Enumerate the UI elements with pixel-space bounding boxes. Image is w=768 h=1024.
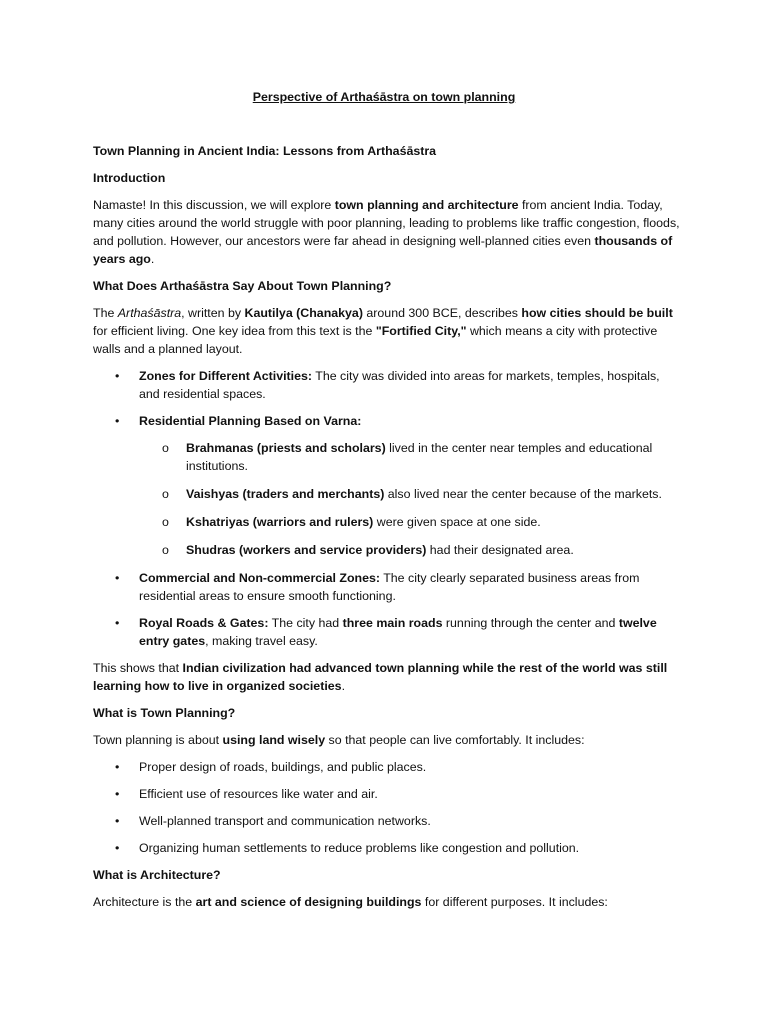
conclusion-paragraph: This shows that Indian civilization had advanced town planning while the rest of the world was still learning how to live in organized societies. [93,661,668,693]
town-planning-paragraph: Town planning is about using land wisely so that people can live comfortably. It includes: [93,733,585,747]
intro-paragraph: Namaste! In this discussion, we will explore town planning and architecture from ancient India. Today, many cities around the world struggle with poor planning, leading to problems like traffic congestion, floods, and pollution. However, our ancestors were far ahead in designing well-planned cities even thousands of years ago. [93,198,680,266]
document-title: Perspective of Arthaśāstra on town planning [252,90,516,104]
architecture-paragraph: Architecture is the art and science of designing buildings for different purposes. It includes: [93,895,608,909]
sub-list-item: o Shudras (workers and service providers) had their designated area. [186,541,683,559]
list-item-roads: • Royal Roads & Gates: The city had three main roads running through the center and twelve entry gates, making travel easy. [139,614,683,650]
heading-main: Town Planning in Ancient India: Lessons from Arthaśāstra [93,144,437,158]
town-planning-list [93,758,683,857]
document-body [93,142,683,920]
list-item: • Organizing human settlements to reduce problems like congestion and pollution. [139,839,683,857]
heading-arthashastra: What Does Arthaśāstra Say About Town Planning? [93,279,392,293]
arthashastra-paragraph: The Arthaśāstra, written by Kautilya (Chanakya) around 300 BCE, describes how cities should be built for efficient living. One key idea from this text is the "Fortified City," which means a city with protective walls and a planned layout. [93,306,673,356]
sub-list-item: o Vaishyas (traders and merchants) also lived near the center because of the markets. [186,485,683,503]
arthashastra-bullet-list [93,367,683,650]
list-item-varna: • Residential Planning Based on Varna: o Brahmanas (priests and scholars) lived in the center near temples and educational institutions. o Vaishyas (traders and merchants) also lived near the center because of the markets. o Kshatriyas (warriors and rulers) were given space at one side. o Shudras (workers and service providers) had their designated area. [139,412,683,559]
sub-list-item: o Brahmanas (priests and scholars) lived in the center near temples and educational institutions. [186,439,683,475]
sub-list-item: o Kshatriyas (warriors and rulers) were given space at one side. [186,513,683,531]
list-item-zones: • Zones for Different Activities: The city was divided into areas for markets, temples, hospitals, and residential spaces. [139,367,683,403]
heading-architecture: What is Architecture? [93,868,221,882]
list-item-commercial: • Commercial and Non-commercial Zones: The city clearly separated business areas from residential areas to ensure smooth functioning. [139,569,683,605]
heading-introduction: Introduction [93,171,166,185]
heading-town-planning: What is Town Planning? [93,706,236,720]
varna-sub-list [139,439,683,559]
list-item: • Efficient use of resources like water and air. [139,785,683,803]
list-item: • Proper design of roads, buildings, and public places. [139,758,683,776]
list-item: • Well-planned transport and communication networks. [139,812,683,830]
